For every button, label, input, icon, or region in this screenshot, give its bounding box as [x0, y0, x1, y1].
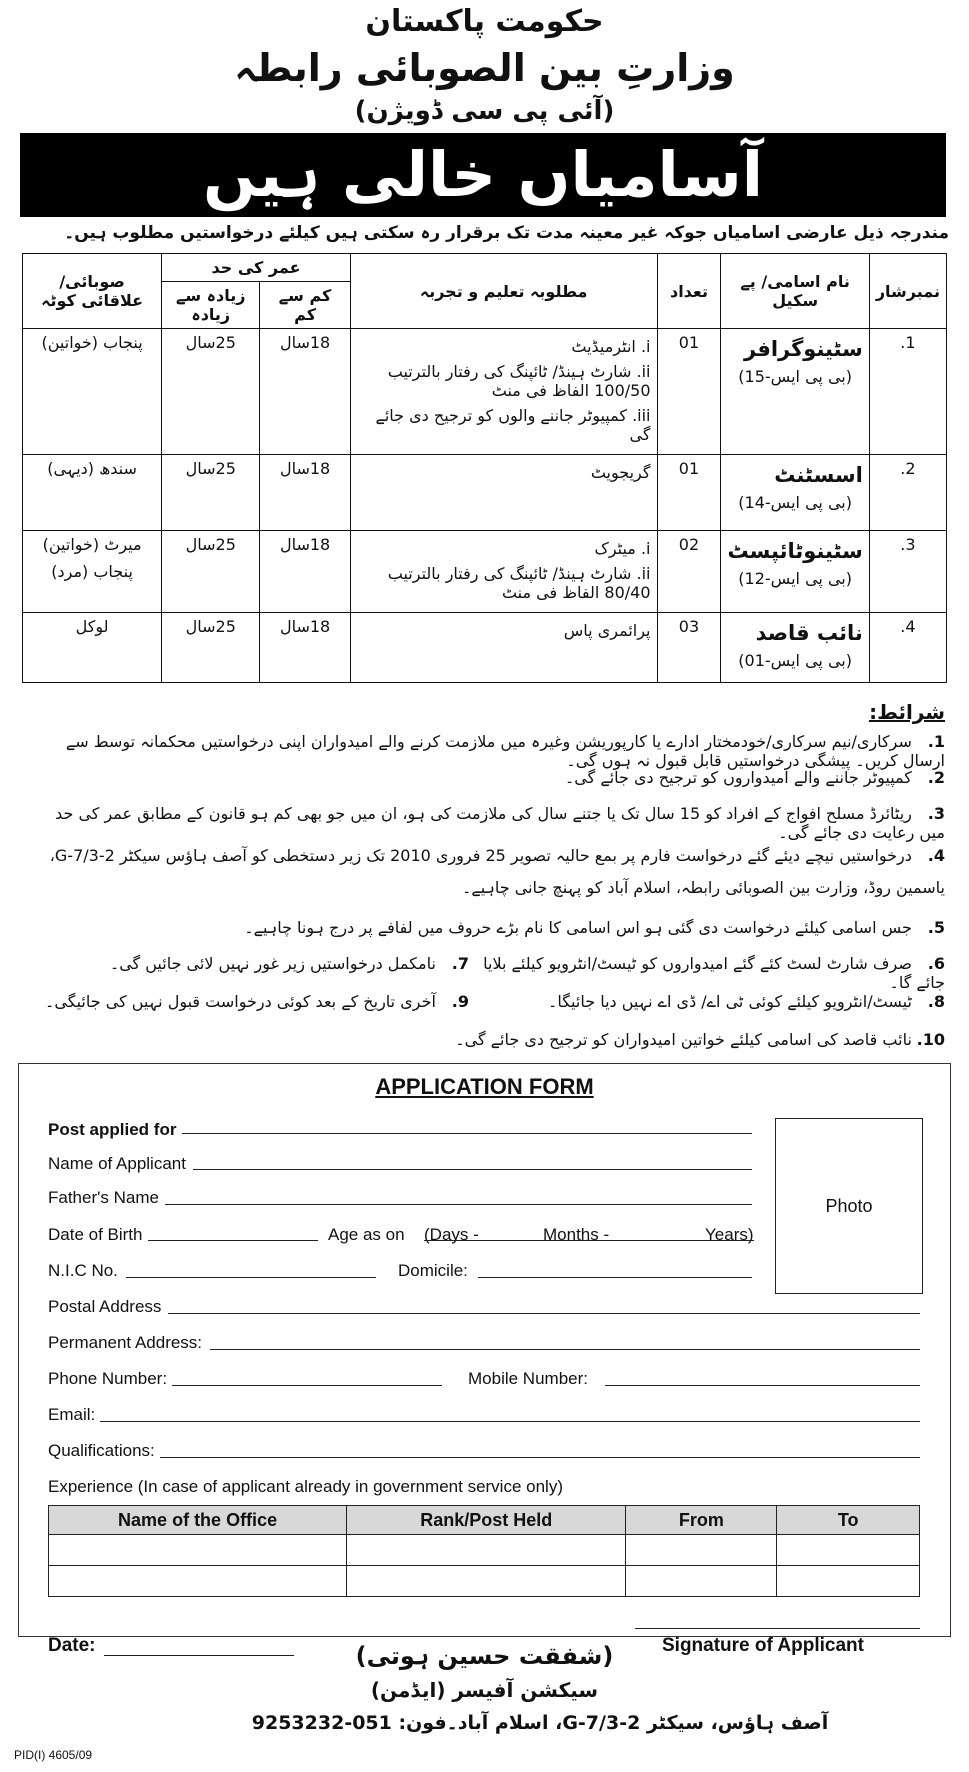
ministry-title: وزارتِ بین الصوبائی رابطہ [234, 46, 735, 90]
condition-text: جس اسامی کیلئے درخواست دی گئی ہو اس اسامی کا نام بڑے حروف میں لفافے پر درج ہونا چاہیے۔ [244, 918, 912, 937]
exp-cell[interactable] [777, 1566, 920, 1597]
father-name-label: Father's Name [48, 1188, 159, 1207]
condition-item [25, 804, 945, 842]
post-scale: (بی پی ایس-15) [738, 367, 852, 386]
table-row [49, 1566, 920, 1597]
table-row [23, 613, 947, 683]
permanent-address-field[interactable] [210, 1349, 920, 1350]
conditions-title: شرائط: [869, 700, 945, 724]
th-sno: نمبرشار [869, 254, 946, 329]
qualifications-label: Qualifications: [48, 1441, 155, 1460]
row-domicile: سندھ (دیہی) [23, 455, 162, 531]
row-qty: 03 [657, 613, 721, 683]
age-months-label: Months - [543, 1225, 610, 1244]
applicant-name-label: Name of Applicant [48, 1154, 186, 1173]
exp-th-rank: Rank/Post Held [347, 1506, 626, 1535]
row-education [350, 329, 657, 455]
post-applied-field[interactable] [182, 1133, 752, 1134]
domicile-field[interactable] [478, 1277, 752, 1278]
condition-number: 7. [451, 954, 469, 973]
exp-th-from: From [626, 1506, 777, 1535]
condition-text: ٹیسٹ/انٹرویو کیلئے کوئی ٹی اے/ ڈی اے نہیں دیا جائیگا۔ [547, 992, 912, 1011]
vacancies-table [22, 253, 947, 683]
domicile-label: Domicile: [398, 1261, 468, 1280]
father-name-field[interactable] [165, 1204, 752, 1205]
intro-text: مندرجہ ذیل عارضی اسامیاں جوکہ غیر معینہ مدت تک برقرار رہ سکتی ہیں کیلئے درخواستیں مطلوب ہیں۔ [64, 223, 949, 243]
post-name: نائب قاصد [755, 621, 863, 645]
condition-number: 8. [927, 992, 945, 1011]
exp-cell[interactable] [626, 1566, 777, 1597]
row-sno: 2. [869, 455, 946, 531]
qualifications-field[interactable] [160, 1457, 920, 1458]
th-max-age: زیادہ سے زیادہ [162, 282, 260, 329]
condition-text: درخواستیں نیچے دیئے گئے درخواست فارم پر بمع حالیہ تصویر 25 فروری 2010 تک زیر دستخطی کو آصف ہاؤس سیکٹر G-7/3-2، یاسمین روڈ، وزارت بین الصوبائی رابطہ، اسلام آباد کو پہنچ جانی چاہیے۔ [49, 846, 945, 897]
row-domicile: لوکل [23, 613, 162, 683]
exp-cell[interactable] [626, 1535, 777, 1566]
exp-th-to: To [777, 1506, 920, 1535]
row-sno: 1. [869, 329, 946, 455]
edu-line: i. انٹرمیڈیٹ [571, 337, 651, 356]
row-qty: 01 [657, 455, 721, 531]
email-label: Email: [48, 1405, 96, 1424]
officer-designation: سیکشن آفیسر (ایڈمن) [370, 1678, 599, 1702]
condition-item [475, 992, 945, 1011]
post-scale: (بی پی ایس-14) [738, 493, 852, 512]
row-max-age: 25سال [162, 613, 260, 683]
row-qty: 01 [657, 329, 721, 455]
th-domicile: صوبائی/علاقائی کوٹہ [23, 254, 162, 329]
condition-text: صرف شارٹ لسٹ کئے گئے امیدواروں کو ٹیسٹ/انٹرویو کیلئے بلایا جائے گا۔ [483, 954, 945, 992]
row-domicile: پنجاب (خواتین) [23, 329, 162, 455]
row-max-age: 25سال [162, 531, 260, 613]
condition-number: 9. [451, 992, 469, 1011]
postal-address-label: Postal Address [48, 1297, 162, 1316]
email-field[interactable] [100, 1421, 920, 1422]
date-label: Date: [48, 1635, 96, 1656]
nic-label: N.I.C No. [48, 1261, 118, 1280]
th-min-age: کم سے کم [260, 282, 351, 329]
row-max-age: 25سال [162, 455, 260, 531]
exp-th-office: Name of the Office [49, 1506, 347, 1535]
exp-cell[interactable] [777, 1535, 920, 1566]
row-sno: 4. [869, 613, 946, 683]
exp-cell[interactable] [49, 1566, 347, 1597]
row-qty: 02 [657, 531, 721, 613]
th-age: عمر کی حد [162, 254, 351, 282]
condition-number: 1. [927, 732, 945, 751]
age-days-label: (Days - [424, 1225, 479, 1244]
row-post [721, 455, 869, 531]
postal-address-field[interactable] [168, 1313, 920, 1314]
row-min-age: 18سال [260, 329, 351, 455]
dob-field[interactable] [148, 1240, 318, 1241]
table-row [49, 1535, 920, 1566]
condition-number: 2. [927, 768, 945, 787]
post-applied-label: Post applied for [48, 1120, 177, 1139]
row-education [350, 613, 657, 683]
form-title: APPLICATION FORM [375, 1074, 594, 1099]
division-title: (آئی پی سی ڈویژن) [354, 96, 615, 126]
row-min-age: 18سال [260, 531, 351, 613]
condition-item [475, 954, 945, 992]
row-post [721, 329, 869, 455]
condition-text: نامکمل درخواستیں زیر غور نہیں لائی جائیں گی۔ [109, 954, 436, 973]
condition-number: 6. [927, 954, 945, 973]
permanent-address-label: Permanent Address: [48, 1333, 203, 1352]
table-row [23, 329, 947, 455]
row-domicile [23, 531, 162, 613]
edu-line: گریجویٹ [590, 463, 651, 482]
th-post: نام اسامی/ پے سکیل [721, 254, 869, 329]
edu-line: iii. کمپیوٹر جاننے والوں کو ترجیح دی جائے گی [375, 406, 651, 444]
pid-number: PID(I) 4605/09 [14, 1748, 93, 1762]
condition-number: 4. [927, 846, 945, 865]
condition-text: سرکاری/نیم سرکاری/خودمختار ادارے یا کارپوریشن وغیرہ میں ملازمت کرنے والے امیدواران اپنی درخواستیں محکمانہ توسط سے ارسال کریں۔ پیشگی درخواستیں قابل قبول نہ ہوں گی۔ [65, 732, 945, 770]
dob-label: Date of Birth [48, 1225, 143, 1244]
table-row [23, 455, 947, 531]
condition-item [25, 732, 945, 770]
condition-text: نائب قاصد کی اسامی کیلئے خواتین امیدواران کو ترجیح دی جائے گی۔ [455, 1030, 912, 1049]
age-field[interactable] [424, 1240, 754, 1241]
officer-name: (شفقت حسین ہوتی) [355, 1642, 614, 1670]
row-min-age: 18سال [260, 455, 351, 531]
condition-item [29, 954, 469, 973]
experience-label: Experience (In case of applicant already in government service only) [48, 1477, 563, 1496]
edu-line: ii. شارٹ ہینڈ/ ٹائپنگ کی رفتار بالترتیب 80/40 الفاظ فی منٹ [387, 564, 651, 602]
signature-line[interactable] [635, 1628, 920, 1629]
post-scale: (بی پی ایس-01) [738, 651, 852, 670]
row-max-age: 25سال [162, 329, 260, 455]
phone-field[interactable] [172, 1385, 442, 1386]
th-qty: تعداد [657, 254, 721, 329]
age-years-label: Years) [705, 1225, 754, 1244]
row-post [721, 531, 869, 613]
applicant-name-field[interactable] [193, 1169, 752, 1170]
condition-item [25, 918, 945, 937]
phone-label: Phone Number: [48, 1369, 168, 1388]
post-name: سٹینوٹائپسٹ [727, 539, 863, 563]
post-name: سٹینوگرافر [744, 337, 863, 361]
experience-table [48, 1505, 920, 1597]
condition-item [25, 840, 945, 904]
mobile-field[interactable] [605, 1385, 920, 1386]
row-education [350, 531, 657, 613]
mobile-label: Mobile Number: [468, 1369, 588, 1388]
officer-address: آصف ہاؤس، سیکٹر G-7/3-2، اسلام آباد۔فون: 051-9253232 [251, 1712, 829, 1734]
row-min-age: 18سال [260, 613, 351, 683]
condition-text: ریٹائرڈ مسلح افواج کے افراد کو 15 سال تک یا جتنے سال کی ملازمت کی ہو، ان میں جو بھی کم ہو قانون کے مطابق عمر کی حد میں رعایت دی جائے گی۔ [55, 804, 945, 842]
row-post [721, 613, 869, 683]
signature-label: Signature of Applicant [662, 1635, 864, 1656]
condition-item [25, 768, 945, 787]
condition-text: کمپیوٹر جاننے والے امیدواروں کو ترجیح دی جائے گی۔ [564, 768, 912, 787]
condition-number: 3. [927, 804, 945, 823]
row-sno: 3. [869, 531, 946, 613]
th-education: مطلوبہ تعلیم و تجربہ [350, 254, 657, 329]
edu-line: ii. شارٹ ہینڈ/ ٹائپنگ کی رفتار بالترتیب 100/50 الفاظ فی منٹ [387, 362, 651, 400]
photo-box[interactable]: Photo [775, 1118, 923, 1294]
condition-text: آخری تاریخ کے بعد کوئی درخواست قبول نہیں کی جائیگی۔ [45, 992, 436, 1011]
edu-line: i. میٹرک [594, 539, 651, 558]
post-scale: (بی پی ایس-12) [738, 569, 852, 588]
age-as-on-label: Age as on [328, 1225, 405, 1244]
condition-item [25, 1030, 945, 1049]
domicile-line: میرٹ (خواتین) [42, 535, 142, 554]
edu-line: پرائمری پاس [563, 621, 651, 640]
vacancies-banner: آسامیاں خالی ہیں [20, 133, 946, 217]
govt-title: حکومت پاکستان [365, 4, 604, 39]
exp-cell[interactable] [347, 1566, 626, 1597]
condition-item [29, 992, 469, 1011]
table-row [23, 531, 947, 613]
row-education [350, 455, 657, 531]
exp-cell[interactable] [49, 1535, 347, 1566]
condition-number: 5. [927, 918, 945, 937]
nic-field[interactable] [126, 1277, 376, 1278]
domicile-line: پنجاب (مرد) [51, 562, 133, 581]
exp-cell[interactable] [347, 1535, 626, 1566]
condition-number: 10. [916, 1030, 945, 1049]
post-name: اسسٹنٹ [774, 463, 863, 487]
